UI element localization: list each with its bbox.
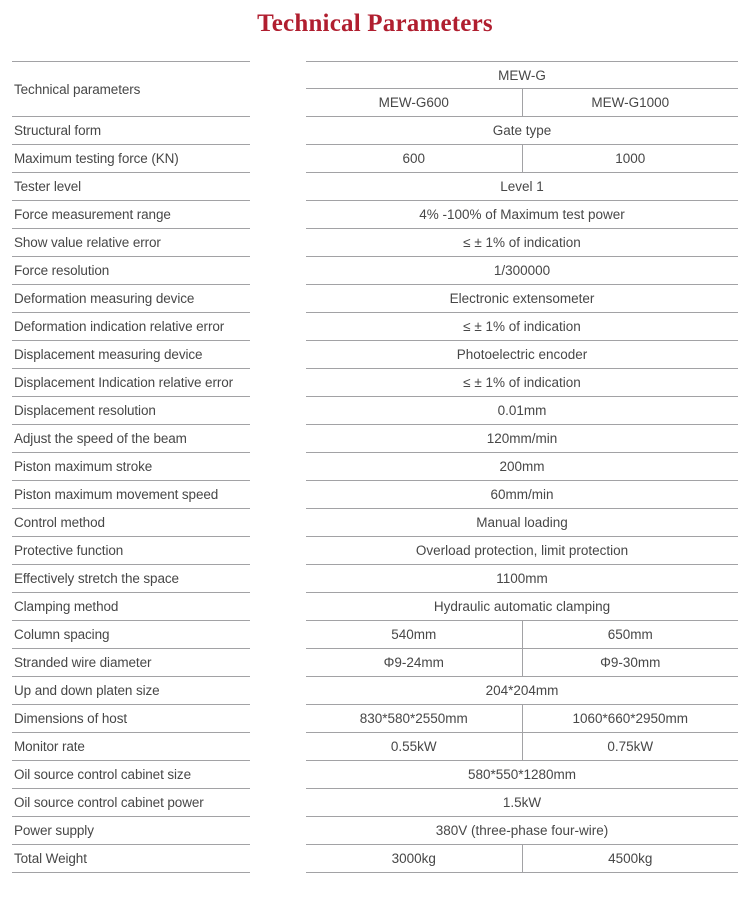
table-row bbox=[306, 285, 738, 313]
table-row bbox=[12, 537, 250, 565]
table-row bbox=[12, 285, 250, 313]
model-g600-header: MEW-G600 bbox=[378, 95, 449, 110]
param-label: Displacement measuring device bbox=[14, 347, 203, 362]
param-label: Deformation measuring device bbox=[14, 291, 195, 306]
value-cell-span: 60mm/min bbox=[490, 487, 554, 502]
table-row bbox=[306, 845, 738, 873]
table-row bbox=[306, 677, 738, 705]
param-label: Piston maximum movement speed bbox=[14, 487, 219, 502]
table-row bbox=[12, 845, 250, 873]
table-row bbox=[12, 117, 250, 145]
series-header-label: MEW-G bbox=[498, 67, 546, 83]
table-row bbox=[12, 229, 250, 257]
value-cell-span: Hydraulic automatic clamping bbox=[433, 599, 611, 614]
table-row bbox=[306, 789, 738, 817]
param-label: Dimensions of host bbox=[14, 711, 128, 726]
param-label: Show value relative error bbox=[14, 235, 161, 250]
table-row bbox=[12, 677, 250, 705]
value-cell-span: 580*550*1280mm bbox=[467, 767, 577, 782]
value-cell-span: 0.01mm bbox=[497, 403, 547, 418]
value-cell-span: 4% -100% of Maximum test power bbox=[419, 207, 625, 222]
param-label: Oil source control cabinet power bbox=[14, 795, 204, 810]
param-label: Maximum testing force (KN) bbox=[14, 151, 179, 166]
param-label: Oil source control cabinet size bbox=[14, 767, 191, 782]
table-row bbox=[306, 621, 738, 649]
value-cell-g600: 600 bbox=[402, 151, 426, 166]
table-row bbox=[306, 257, 738, 285]
param-column-header bbox=[12, 62, 250, 117]
table-row bbox=[12, 649, 250, 677]
table-row bbox=[306, 397, 738, 425]
value-rows bbox=[306, 117, 738, 873]
table-row bbox=[306, 425, 738, 453]
table-row bbox=[12, 173, 250, 201]
value-cell-span: ≤ ± 1% of indication bbox=[463, 375, 581, 390]
table-row bbox=[306, 817, 738, 845]
table-row bbox=[12, 593, 250, 621]
param-label: Stranded wire diameter bbox=[14, 655, 152, 670]
model-g1000-header: MEW-G1000 bbox=[522, 89, 739, 116]
value-cell-g600: 830*580*2550mm bbox=[359, 711, 468, 726]
param-label: Adjust the speed of the beam bbox=[14, 431, 187, 446]
param-label: Clamping method bbox=[14, 599, 119, 614]
table-row bbox=[306, 649, 738, 677]
value-cell-span: 120mm/min bbox=[486, 431, 558, 446]
table-row bbox=[306, 705, 738, 733]
value-cell-span: 1/300000 bbox=[493, 263, 551, 278]
table-row bbox=[12, 817, 250, 845]
value-cell-span: 200mm bbox=[499, 459, 545, 474]
table-row bbox=[306, 481, 738, 509]
table-row bbox=[306, 369, 738, 397]
table-row bbox=[12, 453, 250, 481]
param-label: Effectively stretch the space bbox=[14, 571, 179, 586]
table-row bbox=[306, 509, 738, 537]
param-label: Displacement resolution bbox=[14, 403, 156, 418]
spec-table bbox=[0, 61, 750, 873]
param-label: Force measurement range bbox=[14, 207, 171, 222]
param-column-header-label: Technical parameters bbox=[14, 81, 141, 97]
table-row bbox=[12, 313, 250, 341]
value-cell-g600: 540mm bbox=[391, 627, 437, 642]
table-row bbox=[12, 201, 250, 229]
param-label: Deformation indication relative error bbox=[14, 319, 225, 334]
page-title: Technical Parameters bbox=[257, 10, 493, 37]
value-cell-g1000: 0.75kW bbox=[522, 733, 739, 760]
param-label: Displacement Indication relative error bbox=[14, 375, 234, 390]
table-row bbox=[306, 453, 738, 481]
table-row bbox=[12, 369, 250, 397]
table-row bbox=[12, 733, 250, 761]
value-column bbox=[306, 61, 738, 873]
table-row bbox=[306, 145, 738, 173]
table-row bbox=[306, 173, 738, 201]
table-row bbox=[12, 789, 250, 817]
table-row bbox=[306, 537, 738, 565]
table-row bbox=[12, 509, 250, 537]
value-cell-span: 1100mm bbox=[496, 571, 548, 586]
param-label: Tester level bbox=[14, 179, 82, 194]
value-cell-g1000: 650mm bbox=[522, 621, 739, 648]
table-row bbox=[306, 761, 738, 789]
value-cell-g1000: 1060*660*2950mm bbox=[522, 705, 739, 732]
table-row bbox=[306, 201, 738, 229]
table-row bbox=[306, 733, 738, 761]
value-cell-span: Photoelectric encoder bbox=[456, 347, 588, 362]
value-cell-g1000: Φ9-30mm bbox=[522, 649, 739, 676]
table-row bbox=[12, 257, 250, 285]
table-row bbox=[306, 313, 738, 341]
table-row bbox=[12, 761, 250, 789]
table-row bbox=[12, 145, 250, 173]
table-row bbox=[306, 341, 738, 369]
param-label: Protective function bbox=[14, 543, 124, 558]
param-label: Up and down platen size bbox=[14, 683, 160, 698]
param-label: Power supply bbox=[14, 823, 94, 838]
value-cell-span: Level 1 bbox=[500, 179, 544, 194]
value-cell-span: Manual loading bbox=[476, 515, 568, 530]
table-row bbox=[12, 565, 250, 593]
series-header-row bbox=[306, 62, 738, 89]
model-header-row bbox=[306, 89, 738, 117]
param-label: Force resolution bbox=[14, 263, 110, 278]
param-label: Monitor rate bbox=[14, 739, 85, 754]
value-cell-span: ≤ ± 1% of indication bbox=[463, 235, 581, 250]
table-row bbox=[12, 705, 250, 733]
table-row bbox=[306, 117, 738, 145]
table-row bbox=[306, 593, 738, 621]
table-row bbox=[12, 397, 250, 425]
param-label: Total Weight bbox=[14, 851, 87, 866]
value-cell-span: 1.5kW bbox=[502, 795, 542, 810]
table-row bbox=[306, 565, 738, 593]
table-row bbox=[12, 425, 250, 453]
param-label: Structural form bbox=[14, 123, 102, 138]
value-cell-span: Overload protection, limit protection bbox=[415, 543, 629, 558]
value-cell-g1000: 1000 bbox=[522, 145, 739, 172]
table-row bbox=[12, 481, 250, 509]
table-row bbox=[12, 621, 250, 649]
param-label: Piston maximum stroke bbox=[14, 459, 153, 474]
value-cell-span: Electronic extensometer bbox=[449, 291, 595, 306]
value-cell-span: 380V (three-phase four-wire) bbox=[435, 823, 609, 838]
table-row bbox=[306, 229, 738, 257]
value-cell-span: Gate type bbox=[492, 123, 552, 138]
param-label: Column spacing bbox=[14, 627, 110, 642]
value-cell-g600: 0.55kW bbox=[390, 739, 437, 754]
value-cell-span: 204*204mm bbox=[485, 683, 559, 698]
table-row bbox=[12, 341, 250, 369]
param-rows bbox=[12, 117, 250, 873]
param-column bbox=[12, 61, 250, 873]
value-cell-g600: 3000kg bbox=[391, 851, 436, 866]
param-label: Control method bbox=[14, 515, 105, 530]
value-cell-g600: Φ9-24mm bbox=[383, 655, 444, 670]
value-cell-g1000: 4500kg bbox=[522, 845, 739, 872]
value-cell-span: ≤ ± 1% of indication bbox=[463, 319, 581, 334]
